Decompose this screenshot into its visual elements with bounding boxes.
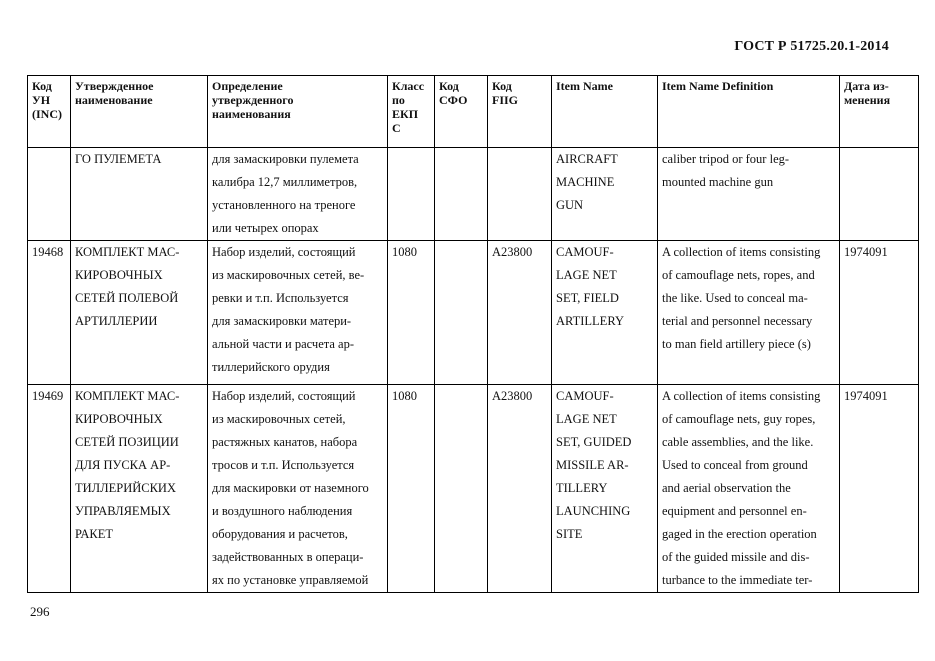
cell-line: A collection of items consisting	[662, 389, 821, 403]
header-line: Item Name Definition	[662, 79, 774, 93]
cell-line: MACHINE	[556, 175, 615, 189]
cell-line: и воздушного наблюдения	[212, 504, 353, 518]
approved-name-cell	[71, 241, 208, 385]
header-line: по	[392, 93, 405, 107]
table-row	[28, 148, 919, 241]
class-cell	[388, 241, 435, 385]
cell-line: to man field artillery piece (s)	[662, 337, 811, 351]
definition-cell	[208, 148, 388, 241]
cell-line: LAGE NET	[556, 412, 617, 426]
header-line: Класс	[392, 79, 425, 93]
cell-line: ДЛЯ ПУСКА АР-	[75, 458, 171, 472]
header-line: ЕКП	[392, 107, 419, 121]
catalog-table	[27, 75, 919, 593]
cell-line: LAGE NET	[556, 268, 617, 282]
cell-line: растяжных канатов, набора	[212, 435, 358, 449]
cell-line: and aerial observation the	[662, 481, 791, 495]
header-approved-name	[71, 76, 208, 148]
cell-line: A collection of items consisting	[662, 245, 821, 259]
fiig-cell	[488, 385, 552, 593]
cell-line: terial and personnel necessary	[662, 314, 813, 328]
header-item-name-definition	[658, 76, 840, 148]
header-line: Утвержденное	[75, 79, 154, 93]
inc-cell	[28, 385, 71, 593]
cell-value: 1080	[392, 389, 417, 403]
definition-cell	[208, 385, 388, 593]
cell-line: CAMOUF-	[556, 389, 614, 403]
cell-value: 1080	[392, 245, 417, 259]
change-date-cell	[840, 241, 919, 385]
item-definition-cell	[658, 241, 840, 385]
cell-value: 1974091	[844, 389, 888, 403]
cell-line: the like. Used to conceal ma-	[662, 291, 808, 305]
cell-line: turbance to the immediate ter-	[662, 573, 813, 587]
cell-line: ях по установке управляемой	[212, 573, 369, 587]
cell-line: УПРАВЛЯЕМЫХ	[75, 504, 171, 518]
item-definition-cell	[658, 148, 840, 241]
cell-line: КИРОВОЧНЫХ	[75, 412, 163, 426]
table-row	[28, 385, 919, 593]
cell-line: LAUNCHING	[556, 504, 631, 518]
header-inc	[28, 76, 71, 148]
cell-line: caliber tripod or four leg-	[662, 152, 790, 166]
item-definition-cell	[658, 385, 840, 593]
item-name-cell	[552, 241, 658, 385]
cell-line: из маскировочных сетей,	[212, 412, 346, 426]
header-line: утвержденного	[212, 93, 294, 107]
cell-line: КИРОВОЧНЫХ	[75, 268, 163, 282]
cell-line: AIRCRAFT	[556, 152, 618, 166]
inc-cell	[28, 148, 71, 241]
cell-line: TILLERY	[556, 481, 608, 495]
cell-line: СЕТЕЙ ПОЛЕВОЙ	[75, 291, 179, 305]
cell-line: альной части и расчета ар-	[212, 337, 355, 351]
cell-line: MISSILE AR-	[556, 458, 629, 472]
header-definition	[208, 76, 388, 148]
header-line: (INC)	[32, 107, 62, 121]
header-line: Item Name	[556, 79, 613, 93]
definition-cell	[208, 241, 388, 385]
cell-line: of camouflage nets, guy ropes,	[662, 412, 816, 426]
cell-line: Набор изделий, состоящий	[212, 245, 356, 259]
cell-line: CAMOUF-	[556, 245, 614, 259]
cell-line: оборудования и расчетов,	[212, 527, 348, 541]
approved-name-cell	[71, 148, 208, 241]
header-line: Определение	[212, 79, 283, 93]
cell-line: для маскировки от наземного	[212, 481, 369, 495]
header-class	[388, 76, 435, 148]
fiig-cell	[488, 241, 552, 385]
cell-line: mounted machine gun	[662, 175, 774, 189]
class-cell	[388, 385, 435, 593]
cell-line: Набор изделий, состоящий	[212, 389, 356, 403]
header-line: наименование	[75, 93, 153, 107]
table-body	[28, 148, 919, 593]
change-date-cell	[840, 385, 919, 593]
cell-line: SITE	[556, 527, 583, 541]
cell-line: задействованных в операци-	[212, 550, 364, 564]
cell-line: GUN	[556, 198, 584, 212]
header-line: СФО	[439, 93, 468, 107]
cell-line: КОМПЛЕКТ МАС-	[75, 245, 180, 259]
cell-line: cable assemblies, and the like.	[662, 435, 814, 449]
cell-value: A23800	[492, 245, 533, 259]
header-line: УН	[32, 93, 51, 107]
cell-value: 1974091	[844, 245, 888, 259]
header-line: Дата из-	[844, 79, 889, 93]
cell-line: of the guided missile and dis-	[662, 550, 810, 564]
cell-line: gaged in the erection operation	[662, 527, 817, 541]
header-fiig	[488, 76, 552, 148]
item-name-cell	[552, 148, 658, 241]
header-item-name	[552, 76, 658, 148]
page-number: 296	[30, 604, 50, 619]
cell-value: 19469	[32, 389, 64, 403]
table-header	[28, 76, 919, 148]
cell-line: РАКЕТ	[75, 527, 113, 541]
cell-line: КОМПЛЕКТ МАС-	[75, 389, 180, 403]
sfo-cell	[435, 385, 488, 593]
header-row	[28, 76, 919, 148]
sfo-cell	[435, 241, 488, 385]
cell-line: тросов и т.п. Используется	[212, 458, 355, 472]
cell-line: или четырех опорах	[212, 221, 319, 235]
cell-line: АРТИЛЛЕРИИ	[75, 314, 158, 328]
inc-cell	[28, 241, 71, 385]
approved-name-cell	[71, 385, 208, 593]
cell-line: калибра 12,7 миллиметров,	[212, 175, 358, 189]
cell-line: ARTILLERY	[556, 314, 624, 328]
header-line: наименования	[212, 107, 291, 121]
cell-line: ТИЛЛЕРИЙСКИХ	[75, 481, 176, 495]
header-sfo	[435, 76, 488, 148]
header-change-date	[840, 76, 919, 148]
class-cell	[388, 148, 435, 241]
table-row	[28, 241, 919, 385]
cell-line: SET, FIELD	[556, 291, 619, 305]
cell-line: для замаскировки пулемета	[212, 152, 359, 166]
change-date-cell	[840, 148, 919, 241]
sfo-cell	[435, 148, 488, 241]
header-line: FIIG	[492, 93, 519, 107]
fiig-cell	[488, 148, 552, 241]
cell-value: 19468	[32, 245, 64, 259]
cell-line: из маскировочных сетей, ве-	[212, 268, 365, 282]
cell-line: Used to conceal from ground	[662, 458, 808, 472]
cell-line: equipment and personnel en-	[662, 504, 807, 518]
header-line: Код	[492, 79, 512, 93]
cell-line: ГО ПУЛЕМЕТА	[75, 152, 162, 166]
cell-line: для замаскировки матери-	[212, 314, 352, 328]
header-line: С	[392, 121, 401, 135]
header-line: Код	[32, 79, 52, 93]
header-line: Код	[439, 79, 459, 93]
standard-designation: ГОСТ Р 51725.20.1-2014	[734, 39, 889, 54]
header-line: менения	[844, 93, 891, 107]
cell-line: тиллерийского орудия	[212, 360, 330, 374]
cell-line: ревки и т.п. Используется	[212, 291, 349, 305]
cell-value: A23800	[492, 389, 533, 403]
cell-line: СЕТЕЙ ПОЗИЦИИ	[75, 435, 179, 449]
cell-line: установленного на треноге	[212, 198, 356, 212]
item-name-cell	[552, 385, 658, 593]
cell-line: SET, GUIDED	[556, 435, 632, 449]
cell-line: of camouflage nets, ropes, and	[662, 268, 815, 282]
